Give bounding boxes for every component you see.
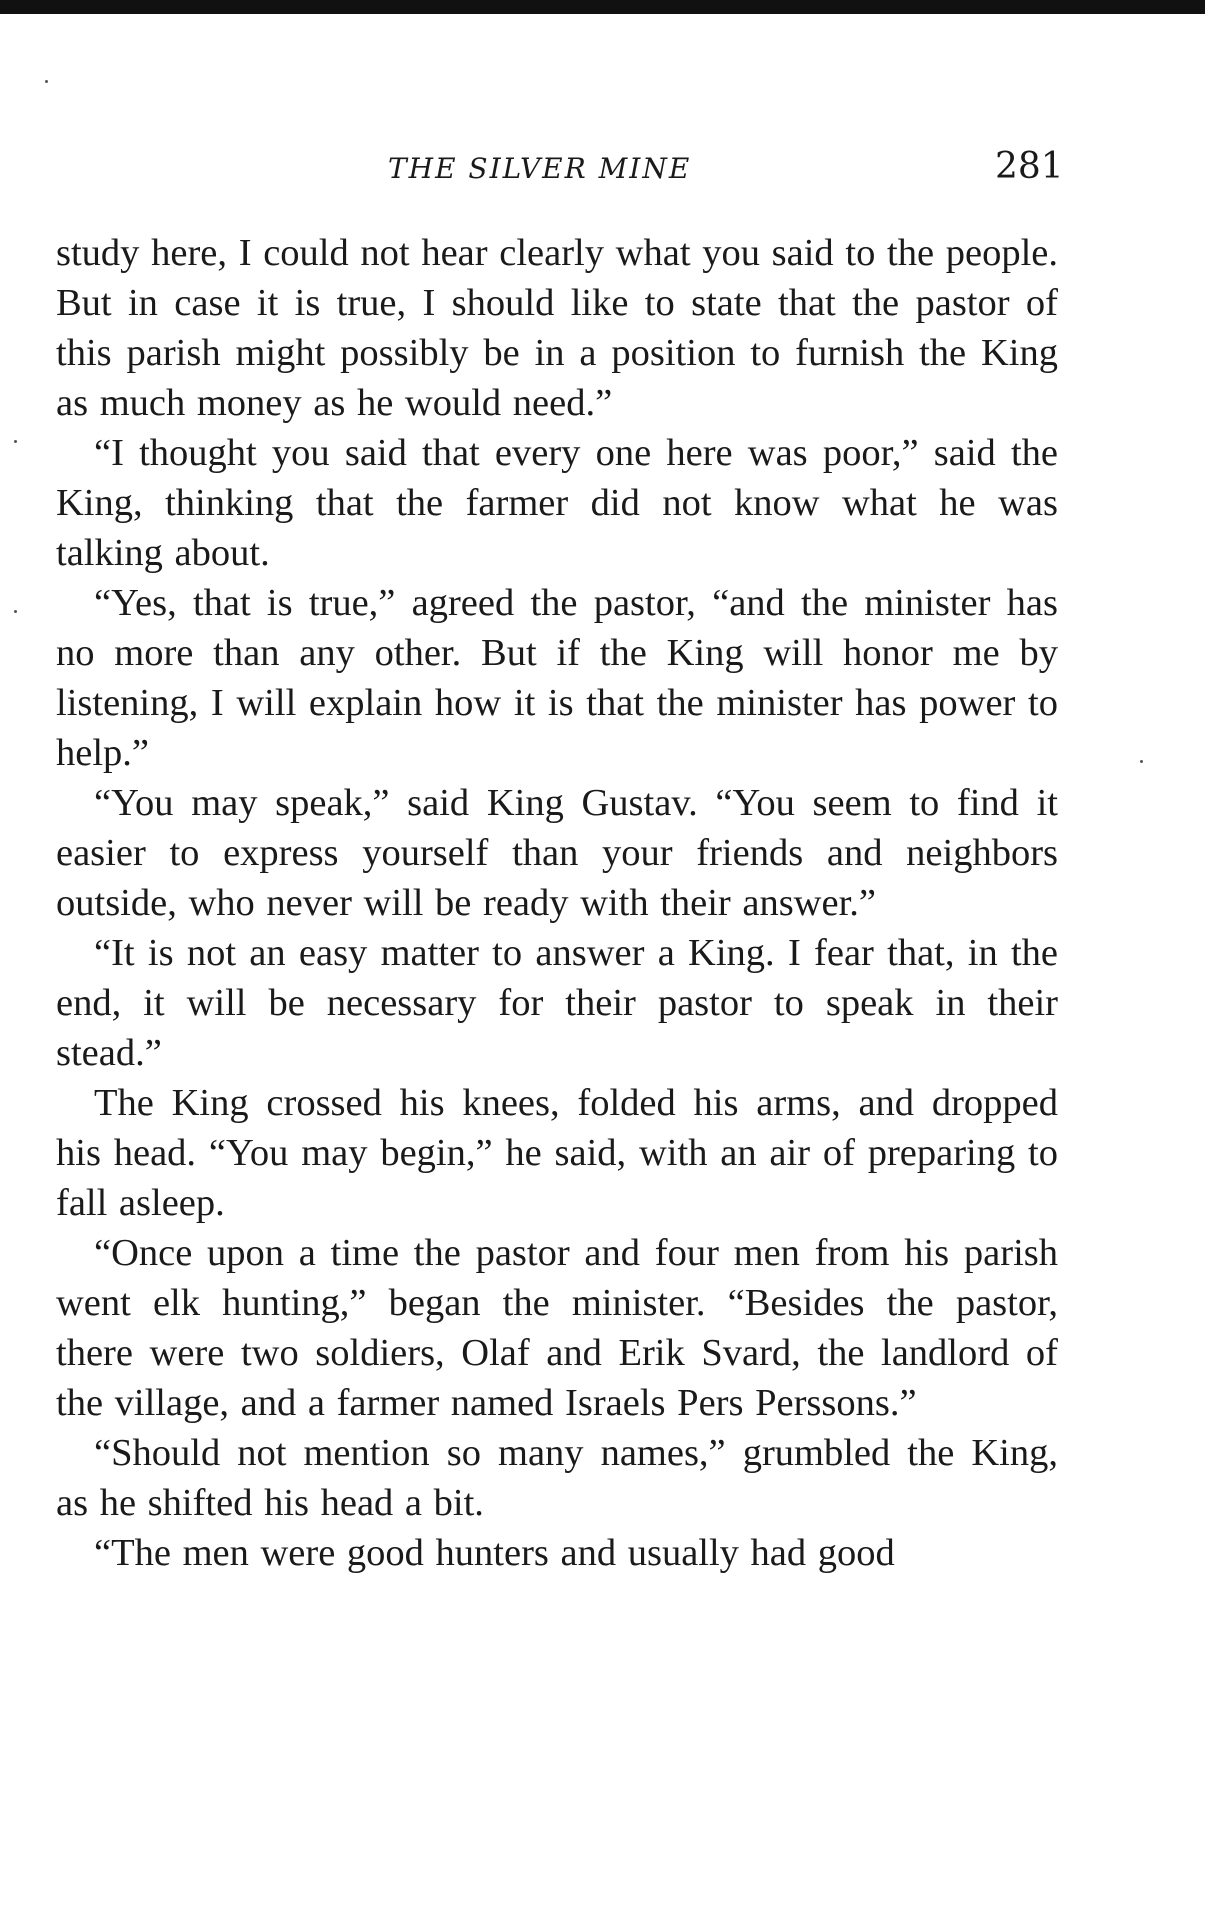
top-border-rule xyxy=(0,0,1205,14)
scan-speck xyxy=(1140,760,1143,763)
paragraph-7: “Once upon a time the pastor and four men from his parish went elk hunting,” began the minister. “Besides the pastor, there were two soldiers, Olaf and Erik Svard, the landlord of the village, and a farmer named Israels Pers Perssons.” xyxy=(56,1232,1058,1424)
body-text xyxy=(56,228,1058,1578)
scan-speck xyxy=(45,80,48,83)
paragraph-6: The King crossed his knees, folded his arms, and dropped his head. “You may begin,” he said, with an air of preparing to fall asleep. xyxy=(56,1082,1058,1224)
paragraph-3: “Yes, that is true,” agreed the pastor, “and the minister has no more than any other. But if the King will honor me by listening, I will explain how it is that the minister has power to help.” xyxy=(56,582,1058,774)
paragraph-9: “The men were good hunters and usually had good xyxy=(94,1532,895,1574)
page-number: 281 xyxy=(995,146,1064,187)
paragraph-5: “It is not an easy matter to answer a King. I fear that, in the end, it will be necessary for their pastor to speak in their stead.” xyxy=(56,932,1058,1074)
paragraph-4: “You may speak,” said King Gustav. “You seem to find it easier to express yourself than your friends and neighbors outside, who never will be ready with their answer.” xyxy=(56,782,1058,924)
scan-speck xyxy=(14,610,17,613)
paragraph-8: “Should not mention so many names,” grumbled the King, as he shifted his head a bit. xyxy=(56,1432,1058,1524)
paragraph-1: study here, I could not hear clearly what you said to the people. But in case it is true, I should like to state that the pastor of this parish might possibly be in a position to furnish the King as much money as he would need.” xyxy=(56,232,1058,424)
running-title: THE SILVER MINE xyxy=(388,152,692,185)
paragraph-2: “I thought you said that every one here was poor,” said the King, thinking that the farmer did not know what he was talking about. xyxy=(56,432,1058,574)
page-header xyxy=(0,148,1205,188)
scan-speck xyxy=(14,440,17,443)
